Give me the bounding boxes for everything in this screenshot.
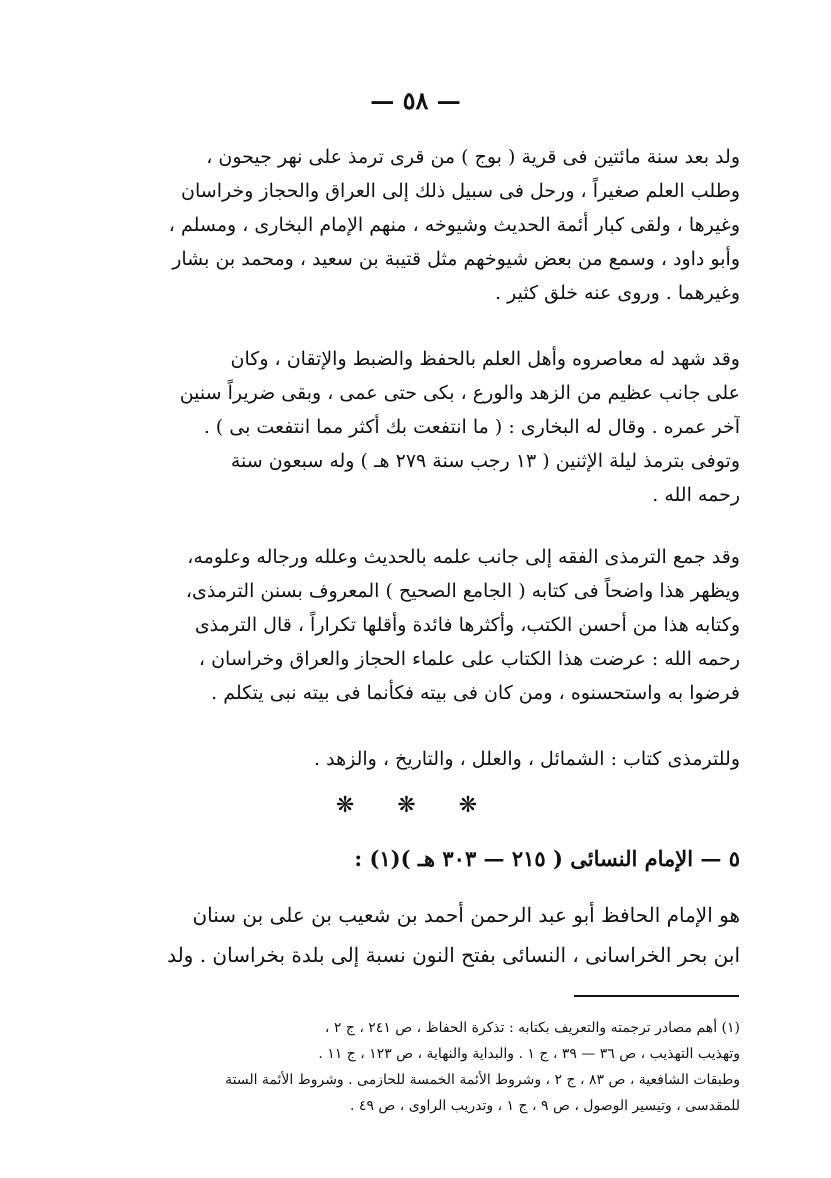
text-line: فرضوا به واستحسنوه ، ومن كان فى بيته فكأنما فى بيته نبى يتكلم . [211,682,740,704]
footnotes [100,1015,740,1119]
text-line: وتوفى بترمذ ليلة الإثنين ( ١٣ رجب سنة ٢٧٩ هـ ) وله سبعون سنة [230,450,740,472]
footnote-line: (١) أهم مصادر ترجمته والتعريف بكتابه : تذكرة الحفاظ ، ص ٢٤١ ، ج ٢ ، [324,1020,740,1036]
text-line: وغيرهما . وروى عنه خلق كثير . [495,282,740,304]
footnote-line: وتهذيب التهذيب ، ص ٣٦ — ٣٩ ، ج ١ . والبداية والنهاية ، ص ١٢٣ ، ج ١١ . [318,1046,740,1062]
text-line: ولد بعد سنة مائتين فى قرية ( بوج ) من قرى ترمذ على نهر جيحون ، [206,146,740,168]
text-line: آخر عمره . وقال له البخارى : ( ما انتفعت بك أكثر مما انتفعت بى ) . [203,416,740,438]
footnote-separator [574,995,739,997]
section-divider-ornament: ❋ ❋ ❋ [335,793,496,818]
footnote-line: وطبقات الشافعية ، ص ٨٣ ، ج ٢ ، وشروط الأئمة الخمسة للحازمى . وشروط الأئمة الستة [225,1072,740,1088]
text-line: وقد شهد له معاصروه وأهل العلم بالحفظ والضبط والإتقان ، وكان [230,348,740,370]
footnote-line: للمقدسى ، وتيسير الوصول ، ص ٩ ، ج ١ ، وتدريب الراوى ، ص ٤٩ . [350,1098,740,1114]
text-line: وللترمذى كتاب : الشمائل ، والعلل ، والتاريخ ، والزهد . [314,748,740,770]
text-line: رحمه الله : عرضت هذا الكتاب على علماء الحجاز والعراق وخراسان ، [198,648,740,670]
paragraph-other-books [108,742,740,776]
text-line: ويظهر هذا واضحاً فى كتابه ( الجامع الصحيح ) المعروف بسنن الترمذى، [185,580,740,602]
text-line: هو الإمام الحافظ أبو عبد الرحمن أحمد بن شعيب بن على بن سنان [192,903,740,927]
paragraph-jami-sahih [108,540,740,710]
text-line: وأبو داود ، وسمع من بعض شيوخهم مثل قتيبة بن سعيد ، ومحمد بن بشار [172,248,740,270]
text-line: ابن بحر الخراسانى ، النسائى بفتح النون نسبة إلى بلدة بخراسان . ولد [167,943,740,967]
text-line: رحمه الله . [652,484,740,506]
text-line: وغيرها ، ولقى كبار أئمة الحديث وشيوخه ، منهم الإمام البخارى ، ومسلم ، [168,214,740,236]
paragraph-praise-and-death [108,342,740,512]
text-line: على جانب عظيم من الزهد والورع ، بكى حتى عمى ، وبقى ضريراً سنين [179,382,740,404]
text-line: وكتابه هذا من أحسن الكتب، وأكثرها فائدة وأقلها تكراراً ، قال الترمذى [194,614,740,636]
paragraph-birth-and-travels [108,140,740,310]
text-line: وقد جمع الترمذى الفقه إلى جانب علمه بالحديث وعلله ورجاله وعلومه، [187,546,740,568]
page-number: — ٥٨ — [370,86,461,115]
section-heading: ٥ — الإمام النسائى ( ٢١٥ — ٣٠٣ هـ )(١) : [354,846,740,871]
paragraph-nasai-intro [108,895,740,975]
text-line: وطلب العلم صغيراً ، ورحل فى سبيل ذلك إلى العراق والحجاز وخراسان [181,180,740,202]
